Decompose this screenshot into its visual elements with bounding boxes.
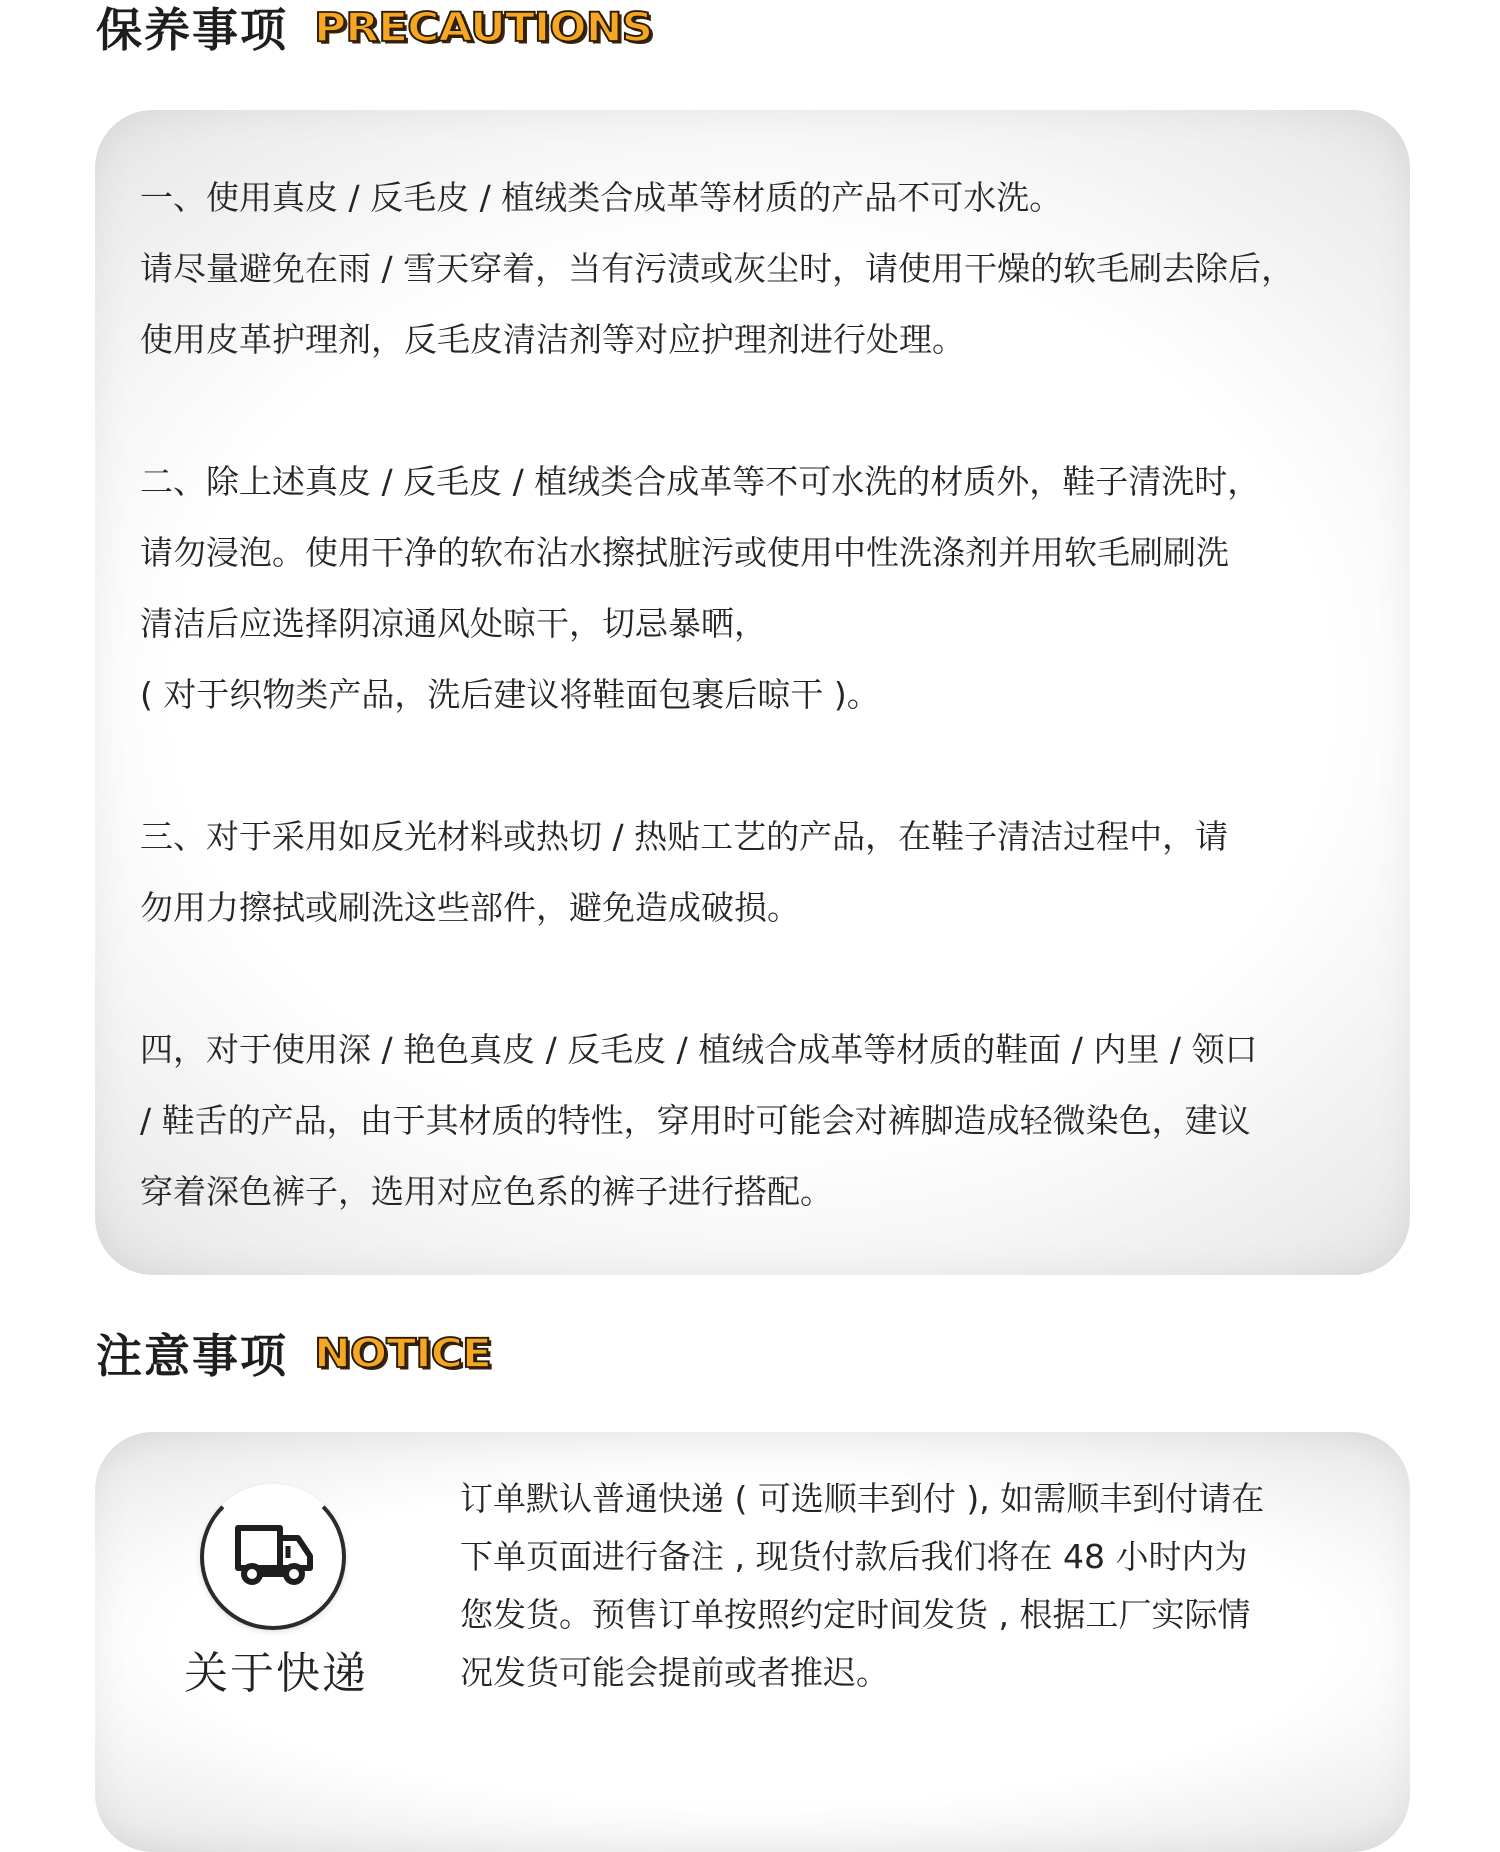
precaution-line: 勿用力擦拭或刷洗这些部件，避免造成破损。	[140, 888, 800, 927]
delivery-label: 关于快递	[184, 1648, 368, 1699]
precaution-line: 一、使用真皮 / 反毛皮 / 植绒类合成革等材质的产品不可水洗。	[140, 178, 1063, 217]
precaution-item-4	[140, 1014, 1390, 1227]
notice-title-en: NOTICE	[314, 1329, 491, 1377]
notice-title-cn: 注意事项	[96, 1329, 288, 1383]
delivery-truck-icon	[200, 1484, 346, 1630]
precautions-card	[95, 110, 1410, 1275]
notice-heading	[96, 1320, 491, 1386]
precaution-item-1	[140, 162, 1390, 375]
precaution-line: 使用皮革护理剂，反毛皮清洁剂等对应护理剂进行处理。	[140, 320, 965, 359]
precautions-heading	[96, 0, 652, 60]
precaution-line: 穿着深色裤子，选用对应色系的裤子进行搭配。	[140, 1172, 833, 1211]
precaution-item-3	[140, 801, 1390, 943]
delivery-line: 您发货。预售订单按照约定时间发货 , 根据工厂实际情	[460, 1595, 1251, 1634]
precaution-line: 请尽量避免在雨 / 雪天穿着，当有污渍或灰尘时，请使用干燥的软毛刷去除后，	[140, 249, 1295, 288]
delivery-line: 订单默认普通快递 ( 可选顺丰到付 ), 如需顺丰到付请在	[460, 1479, 1265, 1518]
delivery-line: 况发货可能会提前或者推迟。	[460, 1653, 889, 1692]
delivery-line: 下单页面进行备注 , 现货付款后我们将在 48 小时内为	[460, 1537, 1248, 1576]
precautions-title-en: PRECAUTIONS	[314, 3, 653, 51]
notice-card	[95, 1432, 1410, 1852]
precautions-title-cn: 保养事项	[96, 3, 288, 57]
precaution-line: 三、对于采用如反光材料或热切 / 热贴工艺的产品，在鞋子清洁过程中，请	[140, 817, 1229, 856]
delivery-description	[460, 1470, 1360, 1702]
precaution-item-2	[140, 446, 1390, 730]
precaution-line: / 鞋舌的产品，由于其材质的特性，穿用时可能会对裤脚造成轻微染色，建议	[140, 1101, 1251, 1140]
precaution-line: 二、除上述真皮 / 反毛皮 / 植绒类合成革等不可水洗的材质外，鞋子清洗时，	[140, 462, 1261, 501]
precaution-line: 清洁后应选择阴凉通风处晾干，切忌暴晒，	[140, 604, 767, 643]
precaution-line: 四，对于使用深 / 艳色真皮 / 反毛皮 / 植绒合成革等材质的鞋面 / 内里 / 领口	[140, 1030, 1258, 1069]
precaution-line: 请勿浸泡。使用干净的软布沾水擦拭脏污或使用中性洗涤剂并用软毛刷刷洗	[140, 533, 1229, 572]
precaution-line: ( 对于织物类产品，洗后建议将鞋面包裹后晾干 )。	[140, 675, 880, 714]
